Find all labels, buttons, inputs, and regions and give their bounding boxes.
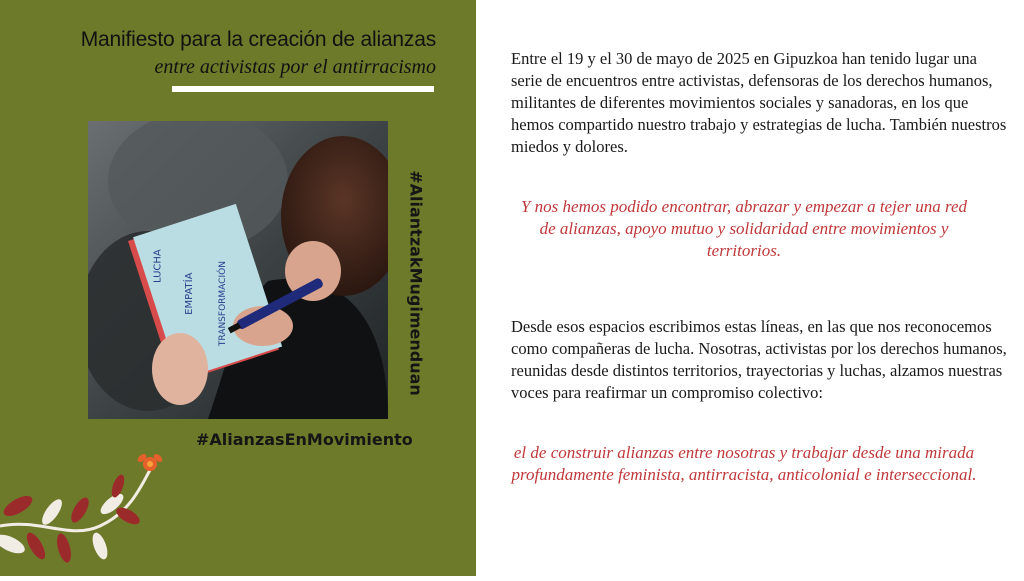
notebook-word-3: TRANSFORMACIÓN (218, 261, 229, 347)
highlight-quote-alliances: Y nos hemos podido encontrar, abrazar y empezar a tejer una red de alianzas, apoyo mutuo y solidaridad entre movimientos y territorios. (520, 197, 968, 260)
hashtag-aliantzak-text: #AliantzakMugimenduan (406, 170, 426, 396)
commitment-paragraph: Desde esos espacios escribimos estas líneas, en las que nos reconocemos como compañeras de lucha. Nosotras, activistas por los derechos humanos, reunidas desde distintos territorios, trayectorias y luchas, alzamos nuestras voces para reafirmar un compromiso colectivo: (511, 317, 1007, 402)
title-underline (172, 86, 434, 92)
highlight-quote-commitment: el de construir alianzas entre nosotras y trabajar desde una mirada profundamente feminista, antirracista, anticolonial e interseccional. (511, 443, 977, 484)
intro-paragraph: Entre el 19 y el 30 de mayo de 2025 en Gipuzkoa han tenido lugar una serie de encuentros entre activistas, defensoras de los derechos humanos, militantes de diferentes movimientos sociales y sanadoras, en los que hemos compartido nuestro trabajo y estrategias de lucha. También nuestros miedos y dolores. (511, 49, 1007, 156)
page-title: Manifiesto para la creación de alianzas (80, 28, 436, 51)
notebook-word-2: EMPATÍA (183, 272, 195, 315)
page-subtitle: entre activistas por el antirracismo (154, 56, 436, 78)
hashtag-alianzas: #AlianzasEnMovimiento (196, 430, 413, 449)
photo-notebook-writing (88, 121, 388, 419)
hashtag-aliantzak (405, 118, 427, 448)
flowering-branch-icon (0, 448, 170, 576)
notebook-word-1: LUCHA (152, 249, 164, 283)
photo-illustration (88, 121, 388, 419)
